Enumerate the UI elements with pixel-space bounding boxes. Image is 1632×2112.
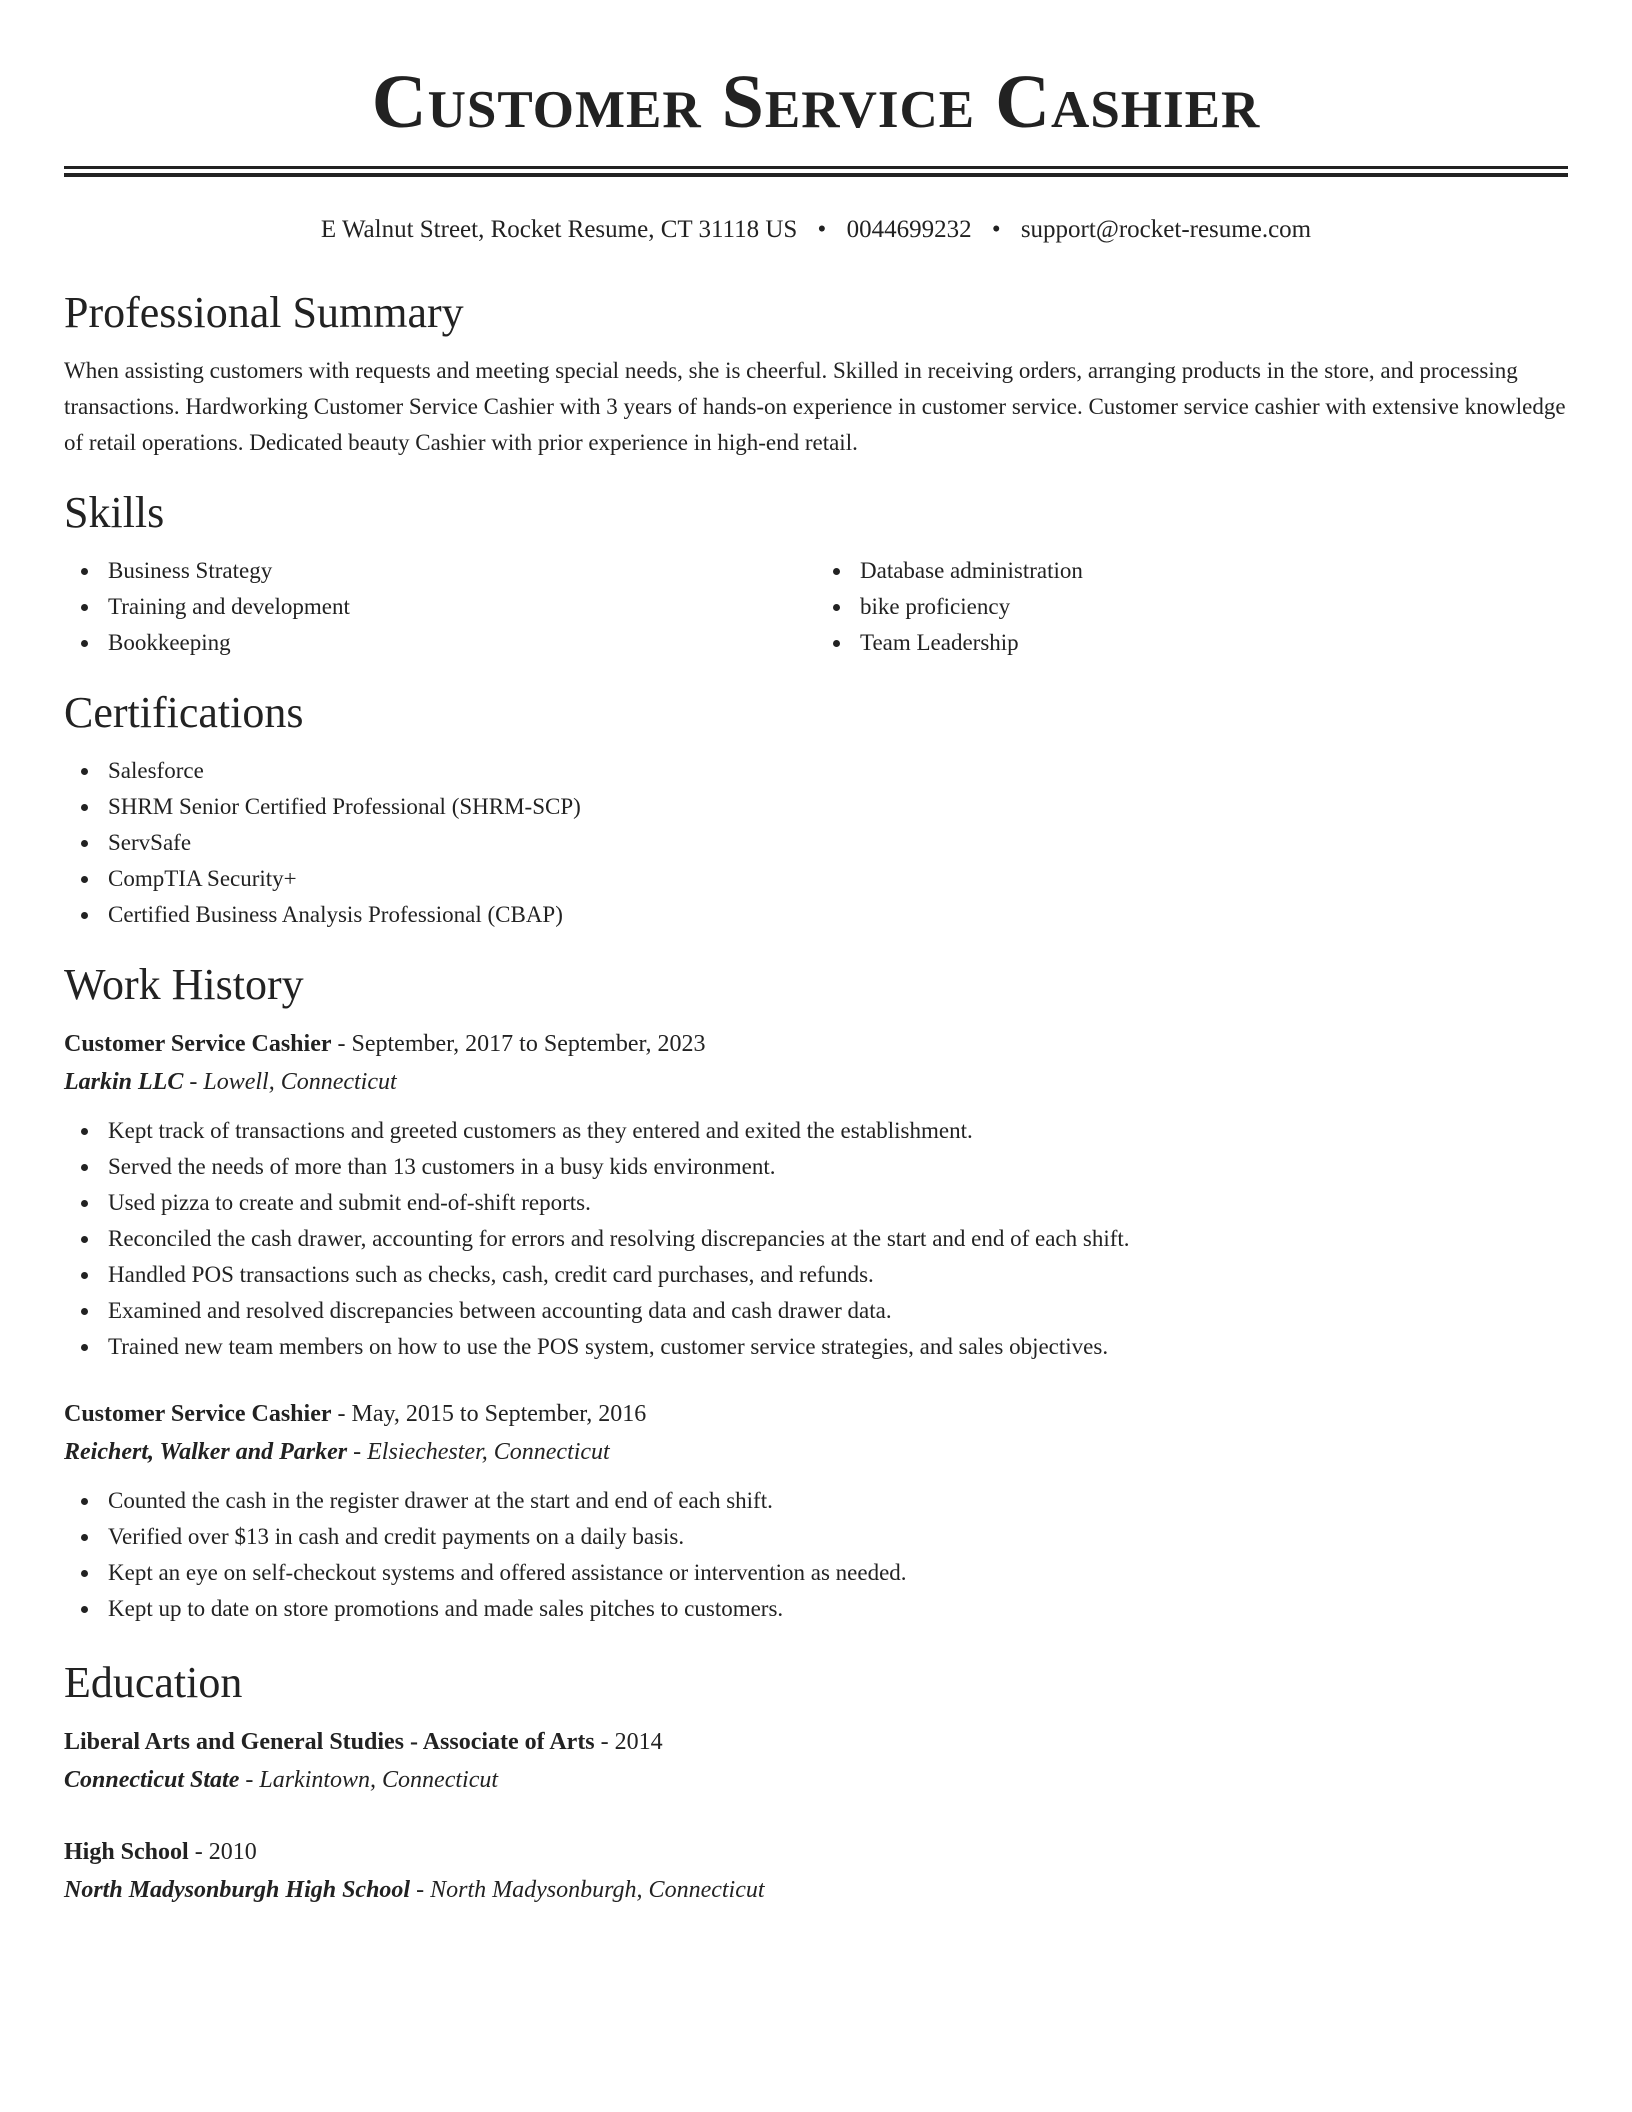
certifications-heading: Certifications: [64, 688, 304, 737]
job-duty: Kept up to date on store promotions and made sales pitches to customers.: [64, 1591, 1568, 1627]
certification-item: CompTIA Security+: [64, 861, 1568, 897]
work-history-section: [64, 959, 1568, 1627]
job-company-line: [64, 1433, 1568, 1471]
summary-heading: Professional Summary: [64, 288, 464, 337]
skill-item: Bookkeeping: [64, 625, 816, 661]
education-degree: High School: [64, 1839, 189, 1865]
job-duty: Trained new team members on how to use the POS system, customer service strategies, and sales objectives.: [64, 1329, 1568, 1365]
education-heading: Education: [64, 1658, 243, 1707]
job-location: Elsiechester, Connecticut: [367, 1439, 610, 1465]
job-duties-list: [64, 1483, 1568, 1627]
education-section: [64, 1657, 1568, 1909]
dash: -: [188, 1839, 209, 1865]
certification-item: Salesforce: [64, 753, 1568, 789]
job-role: Customer Service Cashier: [64, 1401, 332, 1427]
education-entry: [64, 1723, 1568, 1799]
job-company: Reichert, Walker and Parker: [64, 1439, 348, 1465]
dash: -: [347, 1439, 368, 1465]
skill-item: Database administration: [816, 553, 1568, 589]
education-entry: [64, 1833, 1568, 1909]
job-duty: Kept an eye on self-checkout systems and offered assistance or intervention as needed.: [64, 1555, 1568, 1591]
contact-separator: •: [817, 216, 827, 243]
education-degree-line: [64, 1833, 1568, 1871]
skills-section: [64, 487, 1568, 661]
certification-item: SHRM Senior Certified Professional (SHRM-SCP): [64, 789, 1568, 825]
education-degree-line: [64, 1723, 1568, 1761]
header-divider: [64, 166, 1568, 177]
job-role: Customer Service Cashier: [64, 1031, 332, 1057]
certification-item: Certified Business Analysis Professional (CBAP): [64, 897, 1568, 933]
certifications-section: [64, 687, 1568, 933]
skill-item: bike proficiency: [816, 589, 1568, 625]
job-location: Lowell, Connecticut: [203, 1069, 397, 1095]
dash: -: [410, 1877, 431, 1903]
job-duties-list: [64, 1113, 1568, 1365]
job-entry: [64, 1025, 1568, 1365]
dash: -: [183, 1069, 204, 1095]
job-title-line: [64, 1025, 1568, 1063]
job-title-line: [64, 1395, 1568, 1433]
skill-item: Team Leadership: [816, 625, 1568, 661]
job-duty: Used pizza to create and submit end-of-shift reports.: [64, 1185, 1568, 1221]
job-dates: September, 2017 to September, 2023: [351, 1031, 706, 1057]
skills-left-list: [64, 553, 816, 661]
skills-grid: [64, 553, 1568, 661]
skills-right-list: [816, 553, 1568, 661]
education-year: 2014: [614, 1729, 663, 1755]
job-duty: Served the needs of more than 13 customers in a busy kids environment.: [64, 1149, 1568, 1185]
education-year: 2010: [208, 1839, 257, 1865]
job-duty: Kept track of transactions and greeted customers as they entered and exited the establishment.: [64, 1113, 1568, 1149]
job-dates: May, 2015 to September, 2016: [351, 1401, 647, 1427]
candidate-name: Customer Service Cashier: [371, 60, 1261, 144]
dash: -: [239, 1767, 260, 1793]
work-history-heading: Work History: [64, 960, 304, 1009]
job-duty: Examined and resolved discrepancies between accounting data and cash drawer data.: [64, 1293, 1568, 1329]
contact-phone: 0044699232: [846, 216, 972, 243]
skills-heading: Skills: [64, 488, 165, 537]
job-duty: Handled POS transactions such as checks, cash, credit card purchases, and refunds.: [64, 1257, 1568, 1293]
contact-address: E Walnut Street, Rocket Resume, CT 31118 US: [320, 216, 798, 243]
job-duty: Counted the cash in the register drawer at the start and end of each shift.: [64, 1483, 1568, 1519]
certifications-list: [64, 753, 1568, 933]
job-duty: Verified over $13 in cash and credit payments on a daily basis.: [64, 1519, 1568, 1555]
contact-line: [64, 213, 1568, 247]
education-location: Larkintown, Connecticut: [259, 1767, 499, 1793]
certification-item: ServSafe: [64, 825, 1568, 861]
education-degree: Liberal Arts and General Studies - Associate of Arts: [64, 1729, 595, 1755]
job-company-line: [64, 1063, 1568, 1101]
contact-email: support@rocket-resume.com: [1020, 216, 1312, 243]
summary-section: [64, 287, 1568, 461]
summary-text: When assisting customers with requests and meeting special needs, she is cheerful. Skilled in receiving orders, arranging products in the store, and processing transactions. Hardworking Customer Service Cashier with 3 years of hands-on experience in customer service. Customer service cashier with extensive knowledge of retail operations. Dedicated beauty Cashier with prior experience in high-end retail.: [64, 358, 1566, 455]
job-company: Larkin LLC: [64, 1069, 184, 1095]
education-location: North Madysonburgh, Connecticut: [430, 1877, 765, 1903]
education-school: North Madysonburgh High School: [64, 1877, 411, 1903]
education-school-line: [64, 1871, 1568, 1909]
contact-separator: •: [991, 216, 1001, 243]
job-duty: Reconciled the cash drawer, accounting for errors and resolving discrepancies at the start and end of each shift.: [64, 1221, 1568, 1257]
education-school: Connecticut State: [64, 1767, 240, 1793]
dash: -: [331, 1401, 352, 1427]
education-school-line: [64, 1761, 1568, 1799]
dash: -: [594, 1729, 615, 1755]
skill-item: Business Strategy: [64, 553, 816, 589]
skill-item: Training and development: [64, 589, 816, 625]
dash: -: [331, 1031, 352, 1057]
job-entry: [64, 1395, 1568, 1627]
